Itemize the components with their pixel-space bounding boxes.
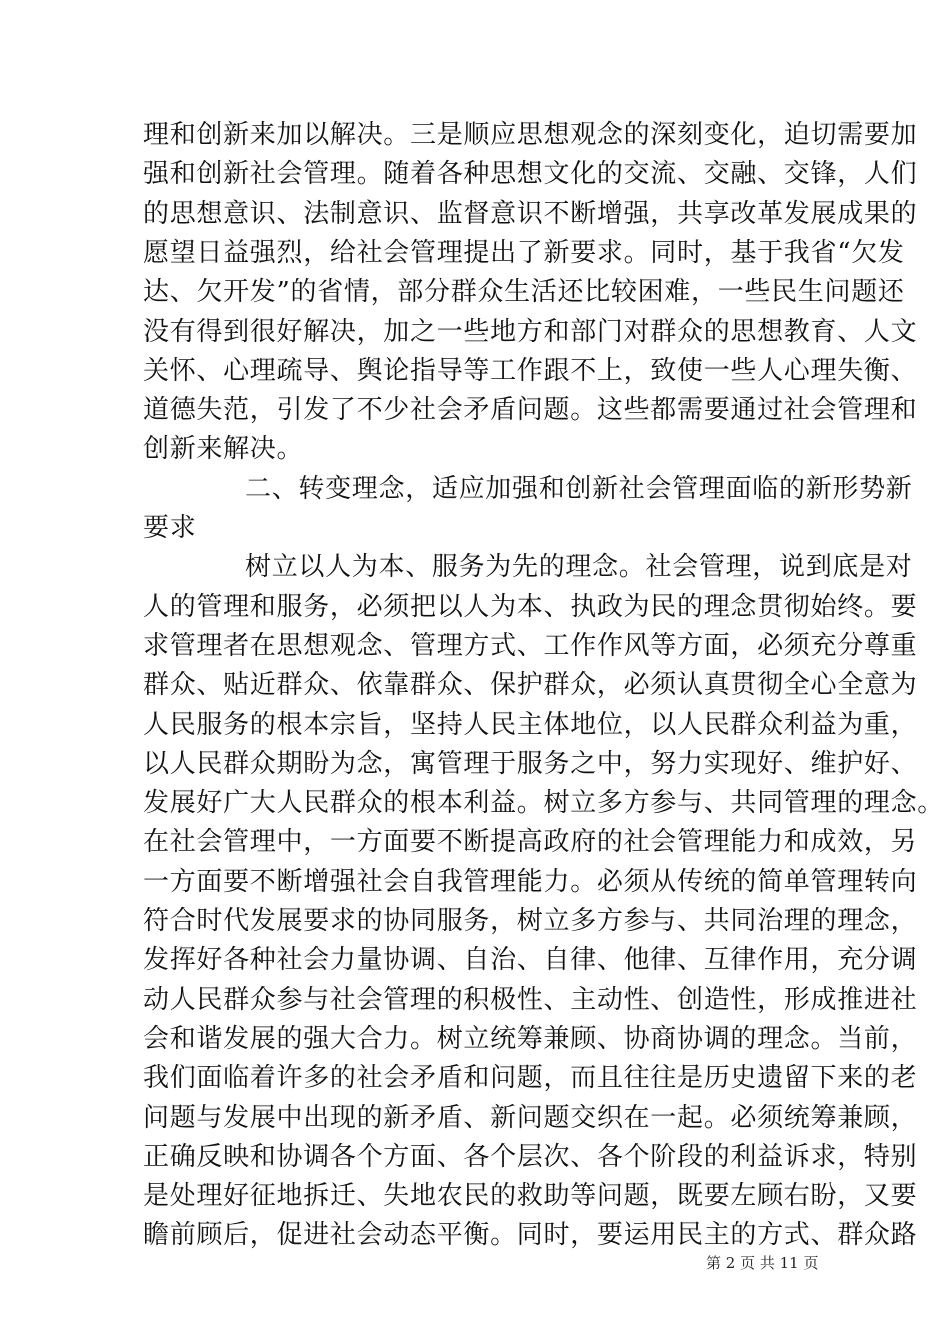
- text-line: 达、欠开发”的省情，部分群众生活还比较困难，一些民生问题还: [143, 277, 905, 308]
- text-line: 我们面临着许多的社会矛盾和问题，而且往往是历史遗留下来的老: [143, 1063, 918, 1094]
- text-line: 强和创新社会管理。随着各种思想文化的交流、交融、交锋，人们: [143, 159, 918, 190]
- text-line: 一方面要不断增强社会自我管理能力。必须从传统的简单管理转向: [143, 866, 918, 897]
- text-line: 以人民群众期盼为念，寓管理于服务之中，努力实现好、维护好、: [143, 748, 918, 779]
- text-line: 道德失范，引发了不少社会矛盾问题。这些都需要通过社会管理和: [143, 395, 918, 426]
- text-line: 符合时代发展要求的协同服务，树立多方参与、共同治理的理念，: [143, 906, 918, 936]
- paragraph-first-line: 树立以人为本、服务为先的理念。社会管理，说到底是对: [245, 552, 913, 583]
- text-line: 人民服务的根本宗旨，坚持人民主体地位，以人民群众利益为重，: [143, 709, 918, 740]
- section-heading-line: 要求: [143, 513, 197, 543]
- text-line: 创新来解决。: [143, 434, 304, 465]
- page-number-footer: 第 2 页 共 11 页: [706, 1254, 819, 1273]
- text-line: 发挥好各种社会力量协调、自治、自律、他律、互律作用，充分调: [143, 945, 918, 976]
- section-heading-line: 二、转变理念，适应加强和创新社会管理面临的新形势新: [245, 473, 913, 504]
- text-line: 是处理好征地拆迁、失地农民的救助等问题，既要左顾右盼，又要: [143, 1181, 918, 1212]
- text-line: 在社会管理中，一方面要不断提高政府的社会管理能力和成效，另: [143, 827, 918, 858]
- text-line: 发展好广大人民群众的根本利益。树立多方参与、共同管理的理念。: [143, 788, 945, 819]
- text-line: 关怀、心理疏导、舆论指导等工作跟不上，致使一些人心理失衡、: [143, 355, 918, 386]
- text-line: 动人民群众参与社会管理的积极性、主动性、创造性，形成推进社: [143, 984, 918, 1015]
- text-line: 瞻前顾后，促进社会动态平衡。同时，要运用民主的方式、群众路: [143, 1220, 918, 1251]
- text-line: 的思想意识、法制意识、监督意识不断增强，共享改革发展成果的: [143, 198, 918, 229]
- text-line: 人的管理和服务，必须把以人为本、执政为民的理念贯彻始终。要: [143, 591, 918, 622]
- text-line: 正确反映和协调各个方面、各个层次、各个阶段的利益诉求，特别: [143, 1141, 918, 1172]
- text-line: 群众、贴近群众、依靠群众、保护群众，必须认真贯彻全心全意为: [143, 670, 918, 701]
- text-line: 愿望日益强烈，给社会管理提出了新要求。同时，基于我省“欠发: [143, 237, 905, 268]
- text-line: 求管理者在思想观念、管理方式、工作作风等方面，必须充分尊重: [143, 630, 918, 661]
- text-line: 问题与发展中出现的新矛盾、新问题交织在一起。必须统筹兼顾，: [143, 1102, 918, 1133]
- text-line: 会和谐发展的强大合力。树立统筹兼顾、协商协调的理念。当前，: [143, 1023, 918, 1054]
- text-line: 理和创新来加以解决。三是顺应思想观念的深刻变化，迫切需要加: [143, 120, 918, 150]
- text-line: 没有得到很好解决，加之一些地方和部门对群众的思想教育、人文: [143, 316, 918, 347]
